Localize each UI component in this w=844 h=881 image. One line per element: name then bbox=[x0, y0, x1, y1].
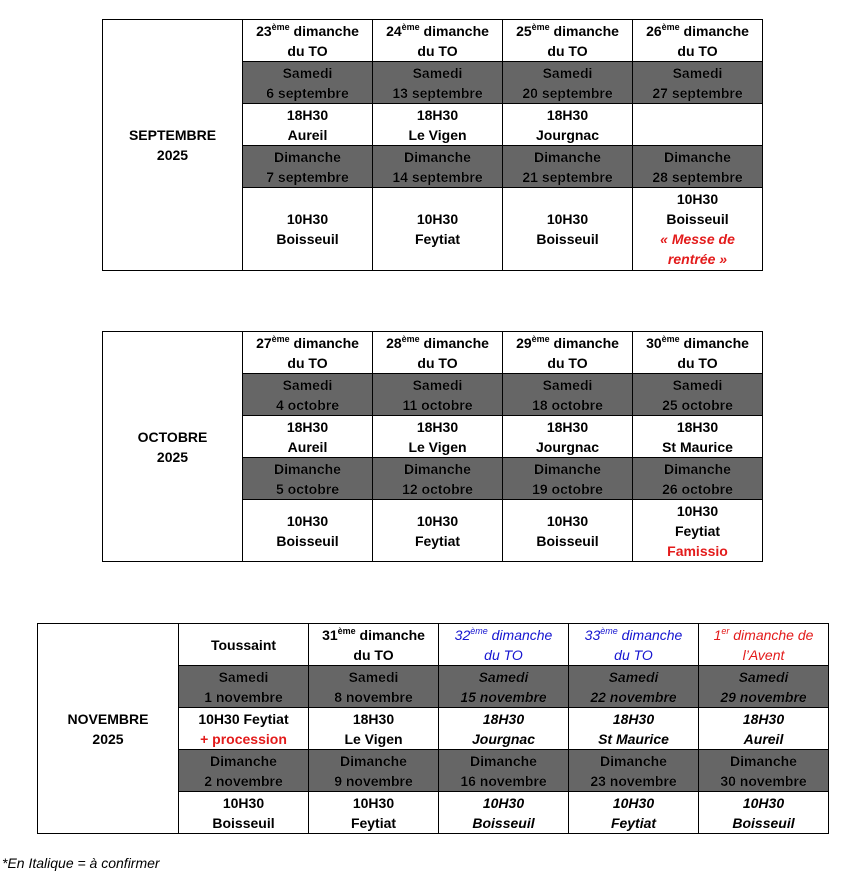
saturday-mass-cell: 18H30 Le Vigen bbox=[373, 416, 503, 458]
saturday-mass-cell: 18H30 Jourgnac bbox=[503, 104, 633, 146]
october-schedule-table bbox=[102, 331, 763, 562]
saturday-date-cell: Samedi 25 octobre bbox=[633, 374, 763, 416]
special-mass-note: Famissio bbox=[667, 542, 728, 559]
sunday-date-cell: Dimanche 30 novembre bbox=[699, 750, 829, 792]
sunday-mass-cell: 10H30 Boisseuil bbox=[439, 792, 569, 834]
sunday-date-cell: Dimanche 23 novembre bbox=[569, 750, 699, 792]
saturday-date-cell: Samedi 15 novembre bbox=[439, 666, 569, 708]
week-header: 30ème dimanche du TO bbox=[633, 332, 763, 374]
sunday-date-cell: Dimanche 26 octobre bbox=[633, 458, 763, 500]
september-schedule-table bbox=[102, 19, 763, 271]
week-header: 26ème dimanche du TO bbox=[633, 20, 763, 62]
saturday-date-cell: Samedi 4 octobre bbox=[243, 374, 373, 416]
month-cell-september bbox=[103, 20, 243, 271]
week-header: 23ème dimanche du TO bbox=[243, 20, 373, 62]
sunday-date-cell: Dimanche 7 septembre bbox=[243, 146, 373, 188]
saturday-date-cell: Samedi 13 septembre bbox=[373, 62, 503, 104]
saturday-date-cell: Samedi 8 novembre bbox=[309, 666, 439, 708]
month-name: OCTOBRE bbox=[137, 428, 208, 445]
sunday-mass-cell: 10H30 Boisseuil bbox=[699, 792, 829, 834]
week-header: 28ème dimanche du TO bbox=[373, 332, 503, 374]
saturday-date-cell: Samedi 22 novembre bbox=[569, 666, 699, 708]
week-header: 25ème dimanche du TO bbox=[503, 20, 633, 62]
week-header-toussaint: Toussaint bbox=[179, 624, 309, 666]
sunday-mass-cell: 10H30 Feytiat Famissio bbox=[633, 500, 763, 562]
special-mass-note: rentrée » bbox=[667, 251, 728, 267]
special-mass-note: « Messe de bbox=[660, 231, 735, 247]
sunday-mass-cell: 10H30 Boisseuil bbox=[243, 188, 373, 271]
sunday-mass-cell: 10H30 Boisseuil bbox=[243, 500, 373, 562]
saturday-mass-cell: 18H30 Le Vigen bbox=[309, 708, 439, 750]
sunday-date-cell: Dimanche 19 octobre bbox=[503, 458, 633, 500]
week-header: 27ème dimanche du TO bbox=[243, 332, 373, 374]
saturday-mass-cell: 18H30 Le Vigen bbox=[373, 104, 503, 146]
sunday-date-cell: Dimanche 5 octobre bbox=[243, 458, 373, 500]
week-header: 24ème dimanche du TO bbox=[373, 20, 503, 62]
procession-note: + procession bbox=[200, 730, 287, 747]
week-header: 32ème dimanche du TO bbox=[439, 624, 569, 666]
sunday-mass-cell: 10H30 Feytiat bbox=[373, 500, 503, 562]
sunday-date-cell: Dimanche 16 novembre bbox=[439, 750, 569, 792]
week-header: 33ème dimanche du TO bbox=[569, 624, 699, 666]
sunday-date-cell: Dimanche 14 septembre bbox=[373, 146, 503, 188]
saturday-date-cell: Samedi 1 novembre bbox=[179, 666, 309, 708]
saturday-mass-cell: 18H30 Aureil bbox=[699, 708, 829, 750]
saturday-mass-cell: 18H30 Aureil bbox=[243, 104, 373, 146]
sunday-mass-cell: 10H30 Feytiat bbox=[309, 792, 439, 834]
week-header: 31ème dimanche du TO bbox=[309, 624, 439, 666]
sunday-date-cell: Dimanche 12 octobre bbox=[373, 458, 503, 500]
footnote: *En Italique = à confirmer bbox=[2, 855, 160, 871]
saturday-mass-cell: 18H30 Aureil bbox=[243, 416, 373, 458]
week-header-advent: 1er dimanche de l’Avent bbox=[699, 624, 829, 666]
sunday-date-cell: Dimanche 9 novembre bbox=[309, 750, 439, 792]
saturday-date-cell: Samedi 18 octobre bbox=[503, 374, 633, 416]
week-header: 29ème dimanche du TO bbox=[503, 332, 633, 374]
sunday-date-cell: Dimanche 21 septembre bbox=[503, 146, 633, 188]
month-year: 2025 bbox=[92, 730, 124, 747]
month-year: 2025 bbox=[156, 147, 189, 163]
saturday-date-cell: Samedi 6 septembre bbox=[243, 62, 373, 104]
sunday-mass-cell: 10H30 Feytiat bbox=[373, 188, 503, 271]
saturday-date-cell: Samedi 29 novembre bbox=[699, 666, 829, 708]
saturday-mass-cell-empty bbox=[633, 104, 763, 146]
saturday-mass-cell: 18H30 St Maurice bbox=[569, 708, 699, 750]
month-cell-november bbox=[38, 624, 179, 834]
saturday-date-cell: Samedi 20 septembre bbox=[503, 62, 633, 104]
sunday-mass-cell: 10H30 Boisseuil bbox=[503, 500, 633, 562]
sunday-mass-cell: 10H30 Boisseuil « Messe de rentrée » bbox=[633, 188, 763, 271]
november-schedule-table bbox=[37, 623, 829, 834]
saturday-date-cell: Samedi 27 septembre bbox=[633, 62, 763, 104]
sunday-mass-cell: 10H30 Boisseuil bbox=[179, 792, 309, 834]
sunday-date-cell: Dimanche 2 novembre bbox=[179, 750, 309, 792]
saturday-date-cell: Samedi 11 octobre bbox=[373, 374, 503, 416]
saturday-mass-cell: 18H30 Jourgnac bbox=[439, 708, 569, 750]
saturday-mass-cell: 18H30 St Maurice bbox=[633, 416, 763, 458]
month-name: NOVEMBRE bbox=[67, 710, 149, 727]
sunday-mass-cell: 10H30 Feytiat bbox=[569, 792, 699, 834]
saturday-mass-cell: 10H30 Feytiat + procession bbox=[179, 708, 309, 750]
month-year: 2025 bbox=[156, 448, 189, 465]
saturday-mass-cell: 18H30 Jourgnac bbox=[503, 416, 633, 458]
sunday-mass-cell: 10H30 Boisseuil bbox=[503, 188, 633, 271]
sunday-date-cell: Dimanche 28 septembre bbox=[633, 146, 763, 188]
month-name: SEPTEMBRE bbox=[128, 127, 217, 143]
month-cell-october bbox=[103, 332, 243, 562]
